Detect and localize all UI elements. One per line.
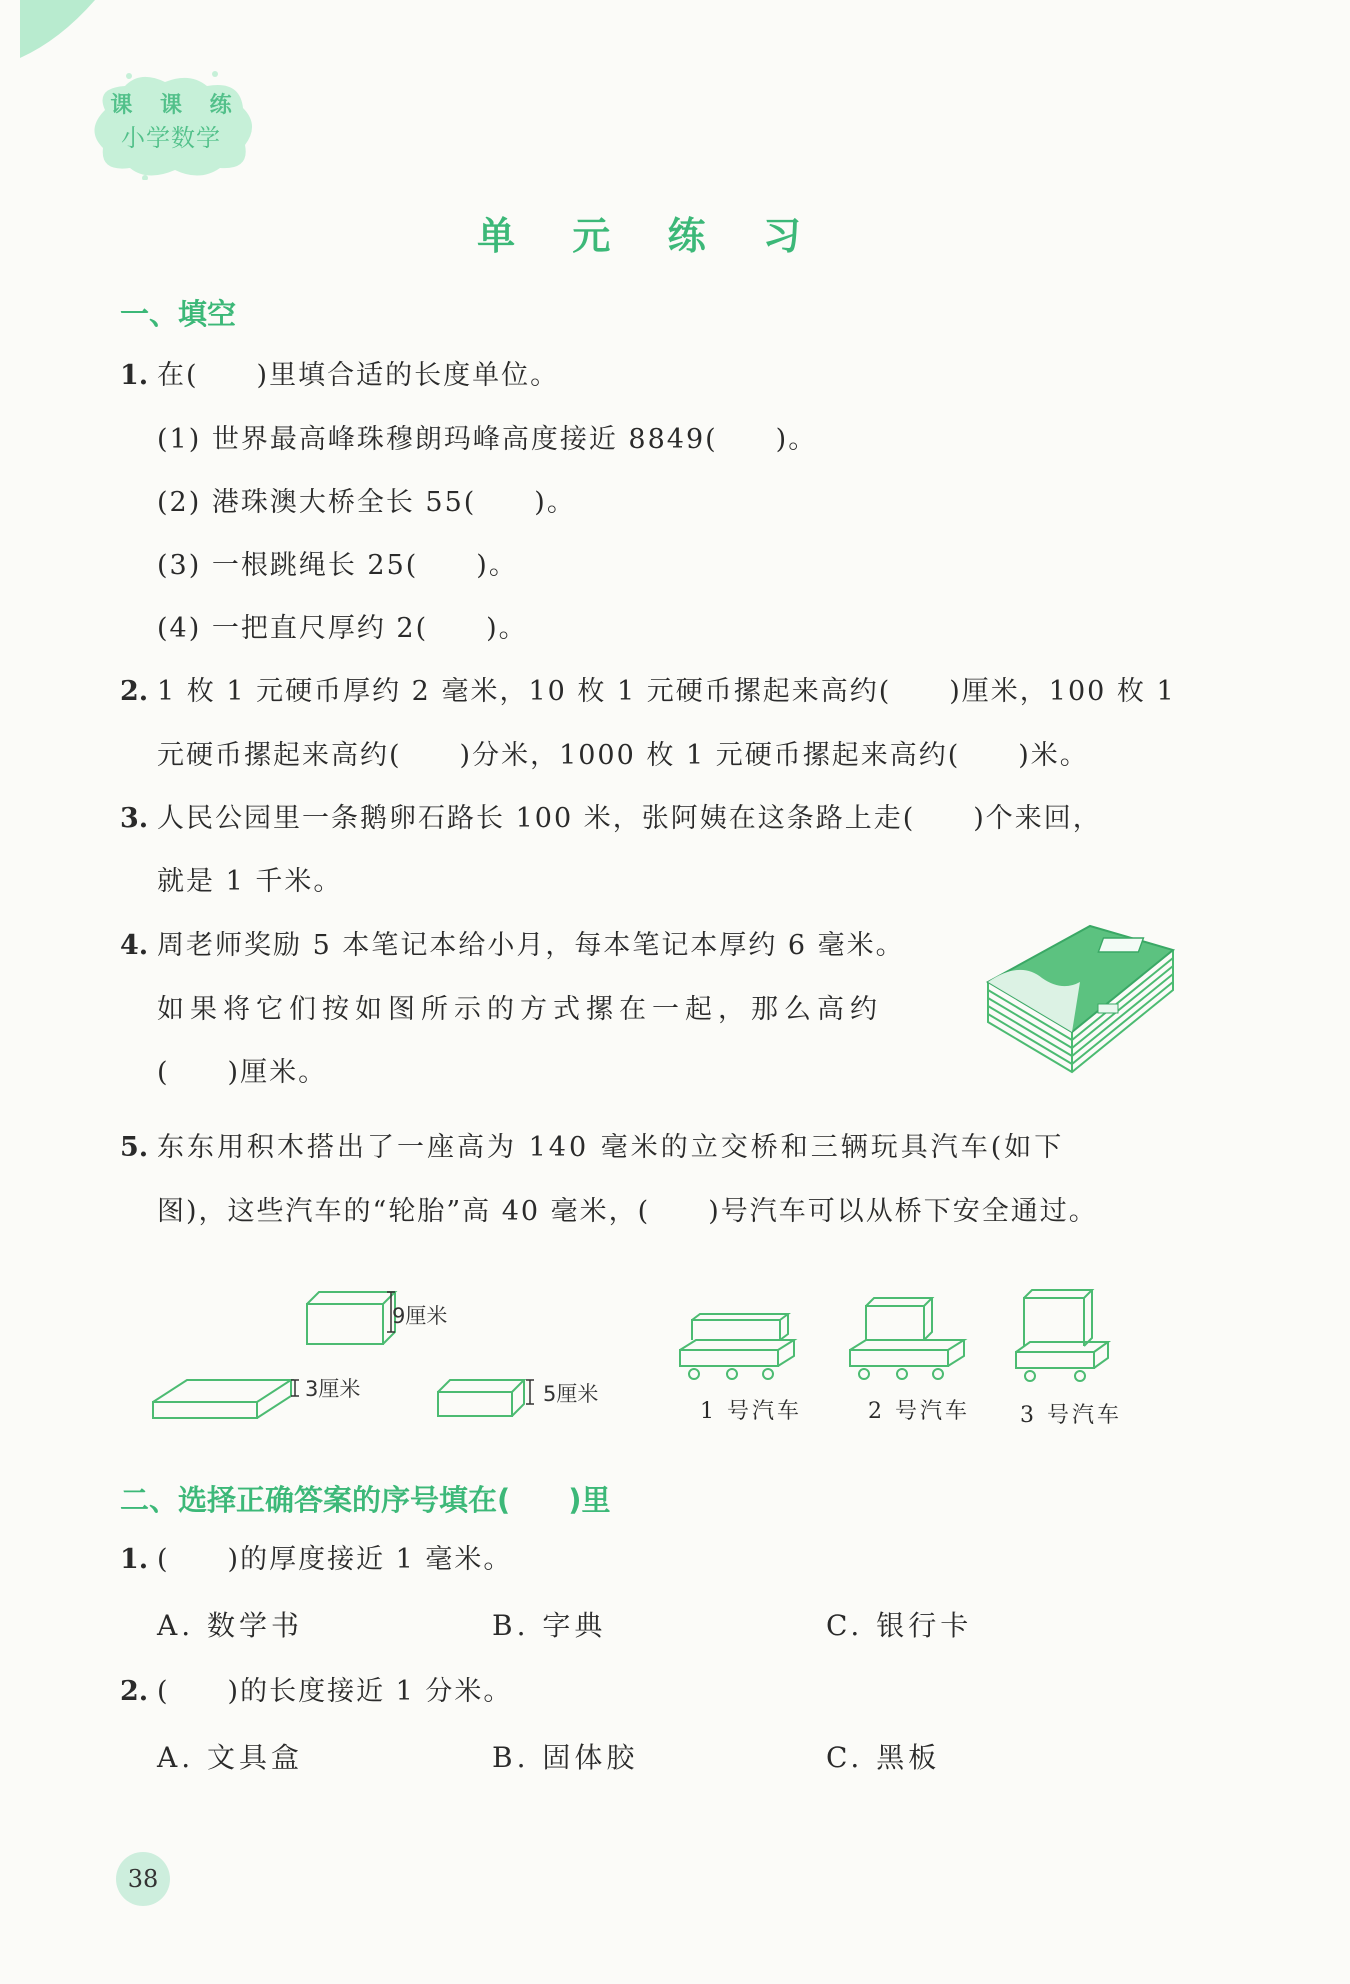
q2-line2: 元硬币摞起来高约( )分米，1000 枚 1 元硬币摞起来高约( )米。: [157, 740, 1089, 771]
q2-number: 2.: [120, 676, 149, 707]
s2-q1-option-a: A. 数学书: [157, 1609, 304, 1642]
q1-item-4: (4) 一把直尺厚约 2( )。: [157, 613, 528, 644]
q5-number: 5.: [120, 1132, 149, 1163]
car-2-label: 2 号汽车: [868, 1399, 970, 1424]
q1-item-3: (3) 一根跳绳长 25( )。: [157, 550, 518, 581]
s2-q2-number: 2.: [120, 1676, 149, 1707]
q3-line2: 就是 1 千米。: [157, 866, 343, 897]
s2-q1-option-c: C. 银行卡: [826, 1609, 973, 1642]
s2-q1-number: 1.: [120, 1544, 149, 1575]
car-1-icon: [680, 1314, 794, 1379]
s2-q2-stem: ( )的长度接近 1 分米。: [157, 1676, 513, 1707]
q2-line1: 1 枚 1 元硬币厚约 2 毫米，10 枚 1 元硬币摞起来高约( )厘米，100 枚 1: [157, 676, 1176, 707]
s2-q2-option-b: B. 固体胶: [492, 1741, 639, 1774]
toy-cars-figure: [670, 1280, 1130, 1390]
notebook-stack-icon: [980, 920, 1185, 1080]
q4-line3: ( )厘米。: [157, 1057, 328, 1088]
block-left-height-label: 3厘米: [305, 1377, 361, 1401]
page-number: 38: [116, 1852, 170, 1906]
q1-stem: 在( )里填合适的长度单位。: [157, 360, 560, 391]
section2-heading: 二、选择正确答案的序号填在( )里: [120, 1483, 611, 1517]
car-2-icon: [850, 1298, 964, 1379]
bridge-right-block: [430, 1370, 550, 1430]
q5-line2: 图)，这些汽车的“轮胎”高 40 毫米，( )号汽车可以从桥下安全通过。: [157, 1196, 1098, 1227]
s2-q1-option-b: B. 字典: [492, 1609, 607, 1642]
q3-line1: 人民公园里一条鹅卵石路长 100 米，张阿姨在这条路上走( )个来回，: [157, 803, 1102, 834]
section1-heading: 一、填空: [120, 297, 237, 331]
q1-number: 1.: [120, 360, 149, 391]
q1-item-1: (1) 世界最高峰珠穆朗玛峰高度接近 8849( )。: [157, 424, 818, 455]
q3-number: 3.: [120, 803, 149, 834]
block-right-height-label: 5厘米: [543, 1382, 599, 1406]
corner-decoration: [0, 0, 110, 70]
q4-line2: 如果将它们按如图所示的方式摞在一起，那么高约: [157, 994, 883, 1025]
logo-line2: 小学数学: [121, 124, 221, 152]
s2-q1-stem: ( )的厚度接近 1 毫米。: [157, 1544, 513, 1575]
q5-line1: 东东用积木搭出了一座高为 140 毫米的立交桥和三辆玩具汽车(如下: [157, 1132, 1065, 1163]
s2-q2-option-c: C. 黑板: [826, 1741, 941, 1774]
s2-q2-option-a: A. 文具盒: [157, 1741, 304, 1774]
car-1-label: 1 号汽车: [700, 1399, 802, 1424]
q4-number: 4.: [120, 930, 149, 961]
series-logo: [85, 70, 257, 180]
car-3-icon: [1016, 1290, 1108, 1381]
car-3-label: 3 号汽车: [1020, 1403, 1122, 1428]
logo-line1: 课 课 练: [110, 93, 242, 118]
q1-item-2: (2) 港珠澳大桥全长 55( )。: [157, 487, 576, 518]
q4-line1: 周老师奖励 5 本笔记本给小月，每本笔记本厚约 6 毫米。: [157, 930, 905, 961]
page-title: 单 元 练 习: [477, 214, 823, 258]
block-top-height-label: 9厘米: [392, 1304, 448, 1328]
